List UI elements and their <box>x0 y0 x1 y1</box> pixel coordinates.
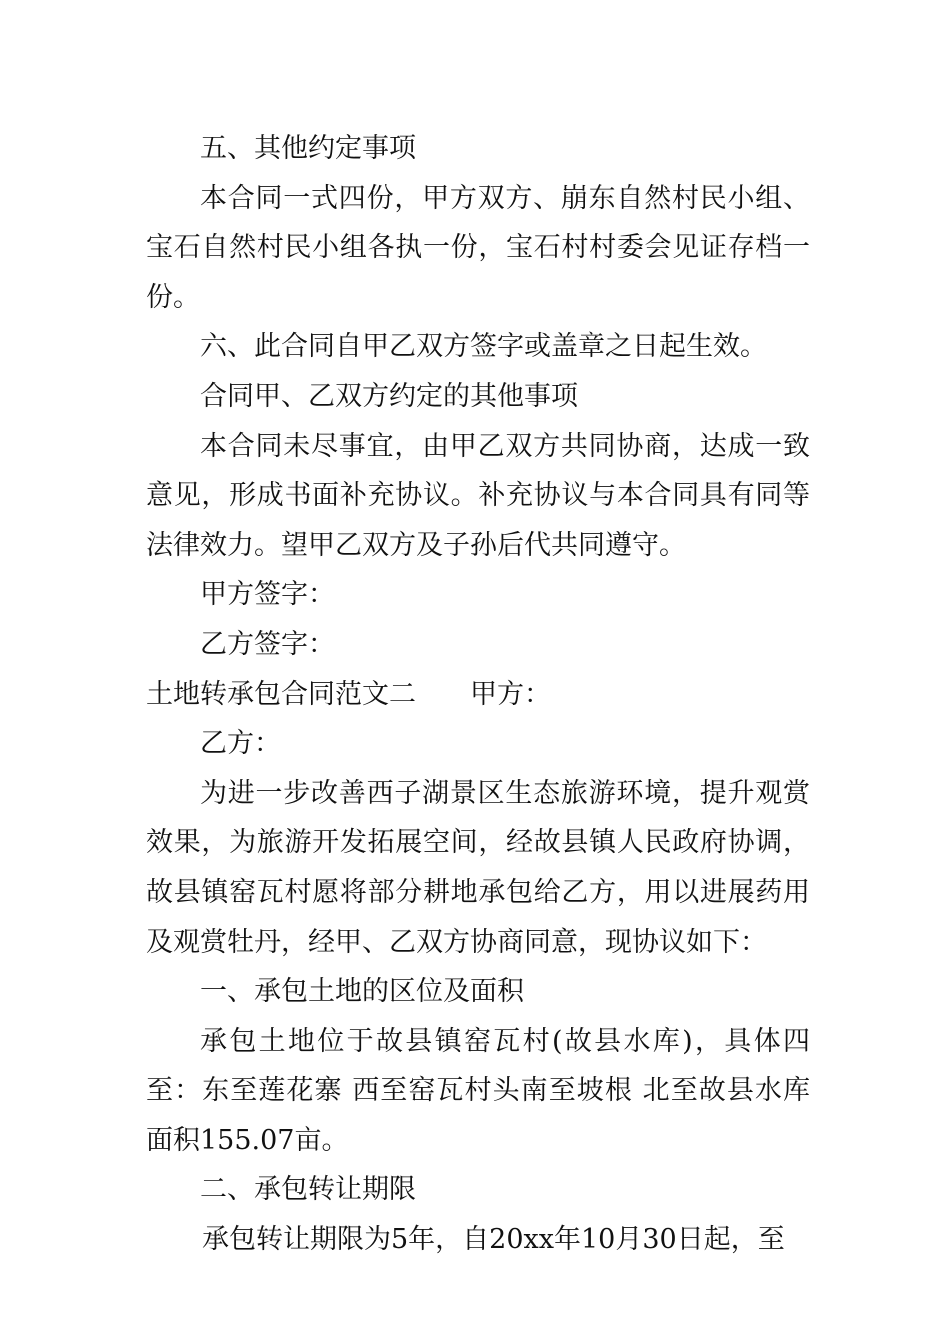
party-b-label: 乙方： <box>200 728 281 760</box>
paragraph-location: 承包土地位于故县镇窑瓦村(故县水库)，具体四至：东至莲花寨 西至窑瓦村头南至坡根 北至故县水库面积155.07亩。 <box>146 1025 810 1156</box>
section-heading-other-matters: 五、其他约定事项 <box>200 133 416 164</box>
paragraph-term: 承包转让期限为5年，自20xx年10月30日起，至 <box>202 1224 785 1256</box>
section-heading-term: 二、承包转让期限 <box>200 1174 416 1206</box>
paragraph-supplementary: 本合同未尽事宜，由甲乙双方共同协商，达成一致意见，形成书面补充协议。补充协议与本合同具有同等法律效力。望甲乙双方及子孙后代共同遵守。 <box>146 430 810 561</box>
paragraph-copies: 本合同一式四份，甲方双方、崩东自然村民小组、宝石自然村民小组各执一份，宝石村村委会见证存档一份。 <box>146 182 810 313</box>
party-a-label: 甲方： <box>470 678 551 710</box>
party-b-signature-label: 乙方签字： <box>200 628 335 660</box>
contract-two-title-line <box>146 670 810 720</box>
party-a-signature-label: 甲方签字： <box>200 579 335 611</box>
section-heading-agreed-matters: 合同甲、乙双方约定的其他事项 <box>200 380 578 412</box>
document-body <box>146 124 810 1265</box>
paragraph-purpose: 为进一步改善西子湖景区生态旅游环境，提升观赏效果，为旅游开发拓展空间，经故县镇人民政府协调，故县镇窑瓦村愿将部分耕地承包给乙方，用以进展药用及观赏牡丹，经甲、乙双方协商同意，现协议如下： <box>146 777 810 958</box>
section-heading-effective: 六、此合同自甲乙双方签字或盖章之日起生效。 <box>200 331 767 363</box>
section-heading-location-area: 一、承包土地的区位及面积 <box>200 976 524 1008</box>
contract-two-title: 土地转承包合同范文二 <box>146 678 416 710</box>
